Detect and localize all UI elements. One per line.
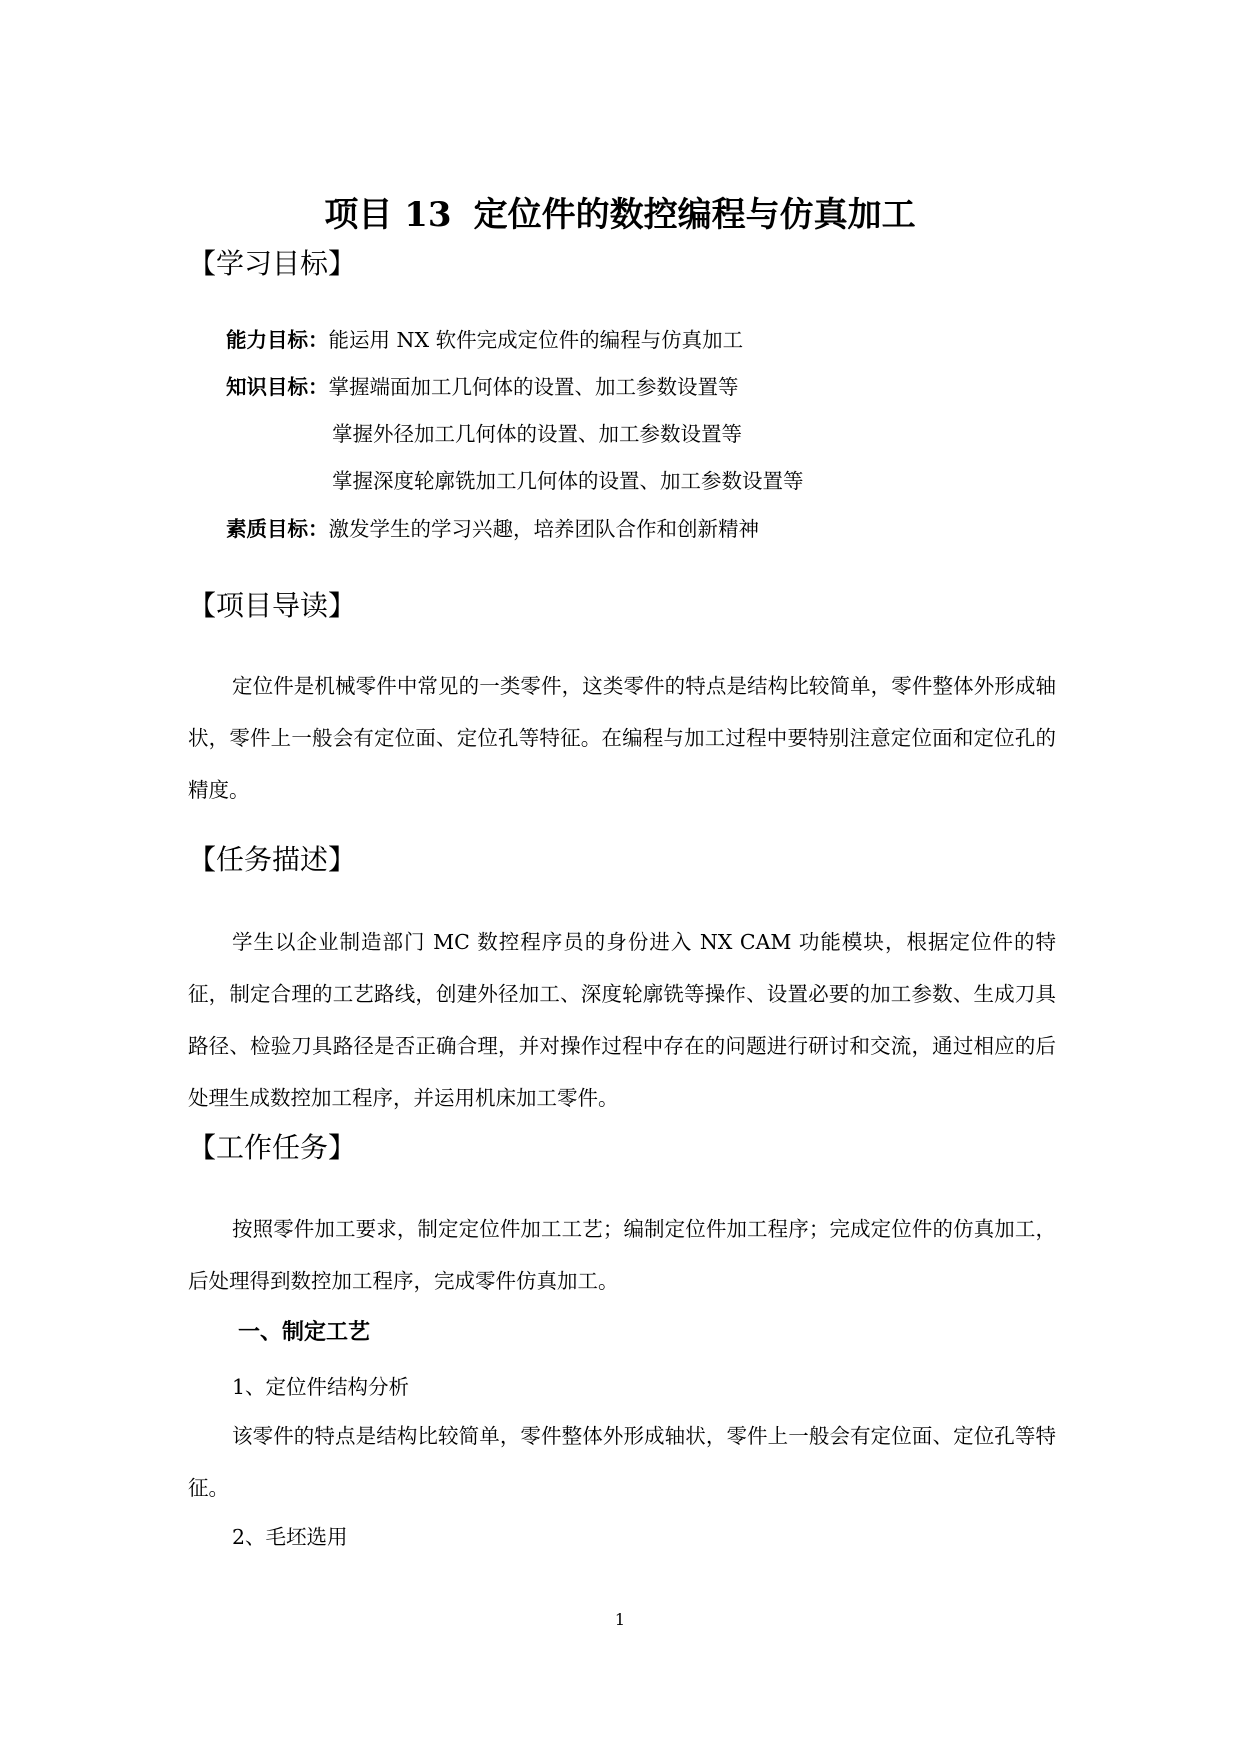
step-1-paragraph: 该零件的特点是结构比较简单，零件整体外形成轴状，零件上一般会有定位面、定位孔等特征。 [188,1424,1056,1500]
work-task-paragraph: 按照零件加工要求，制定定位件加工工艺；编制定位件加工程序；完成定位件的仿真加工，后处理得到数控加工程序，完成零件仿真加工。 [188,1217,1056,1293]
task-description-paragraph: 学生以企业制造部门 MC 数控程序员的身份进入 NX CAM 功能模块，根据定位件的特征，制定合理的工艺路线，创建外径加工、深度轮廓铣等操作、设置必要的加工参数、生成刀具路径、检验刀具路径是否正确合理，并对操作过程中存在的问题进行研讨和交流，通过相应的后处理生成数控加工程序，并运用机床加工零件。 [188,930,1056,1110]
quality-goal-text: 激发学生的学习兴趣，培养团队合作和创新精神 [328,517,759,541]
heading-task-description: 【任务描述】 [188,843,357,876]
ability-goal-label: 能力目标： [226,328,329,352]
knowledge-goal-line-3: 掌握深度轮廓铣加工几何体的设置、加工参数设置等 [332,469,804,493]
heading-project-intro: 【项目导读】 [188,589,357,622]
knowledge-goal-line-2: 掌握外径加工几何体的设置、加工参数设置等 [332,422,742,446]
knowledge-goal-line-1: 掌握端面加工几何体的设置、加工参数设置等 [328,375,739,399]
heading-learning-goals: 【学习目标】 [188,247,357,280]
page-number: 1 [614,1610,626,1629]
process-heading: 一、制定工艺 [238,1320,371,1345]
knowledge-goal-label: 知识目标： [226,375,329,399]
title-project-number: 项目 13 [324,195,452,235]
knowledge-goal-row [226,372,739,402]
quality-goal-row [226,514,759,544]
quality-goal-label: 素质目标： [226,517,329,541]
title-main: 定位件的数控编程与仿真加工 [473,195,916,235]
page-title [0,190,1240,240]
project-intro-paragraph: 定位件是机械零件中常见的一类零件，这类零件的特点是结构比较简单，零件整体外形成轴状，零件上一般会有定位面、定位孔等特征。在编程与加工过程中要特别注意定位面和定位孔的精度。 [188,674,1056,802]
ability-goal-text: 能运用 NX 软件完成定位件的编程与仿真加工 [328,328,744,352]
heading-work-task: 【工作任务】 [188,1131,357,1164]
step-2-title: 2、毛坯选用 [232,1525,348,1549]
step-1-title: 1、定位件结构分析 [232,1375,410,1399]
ability-goal-row [226,325,743,355]
